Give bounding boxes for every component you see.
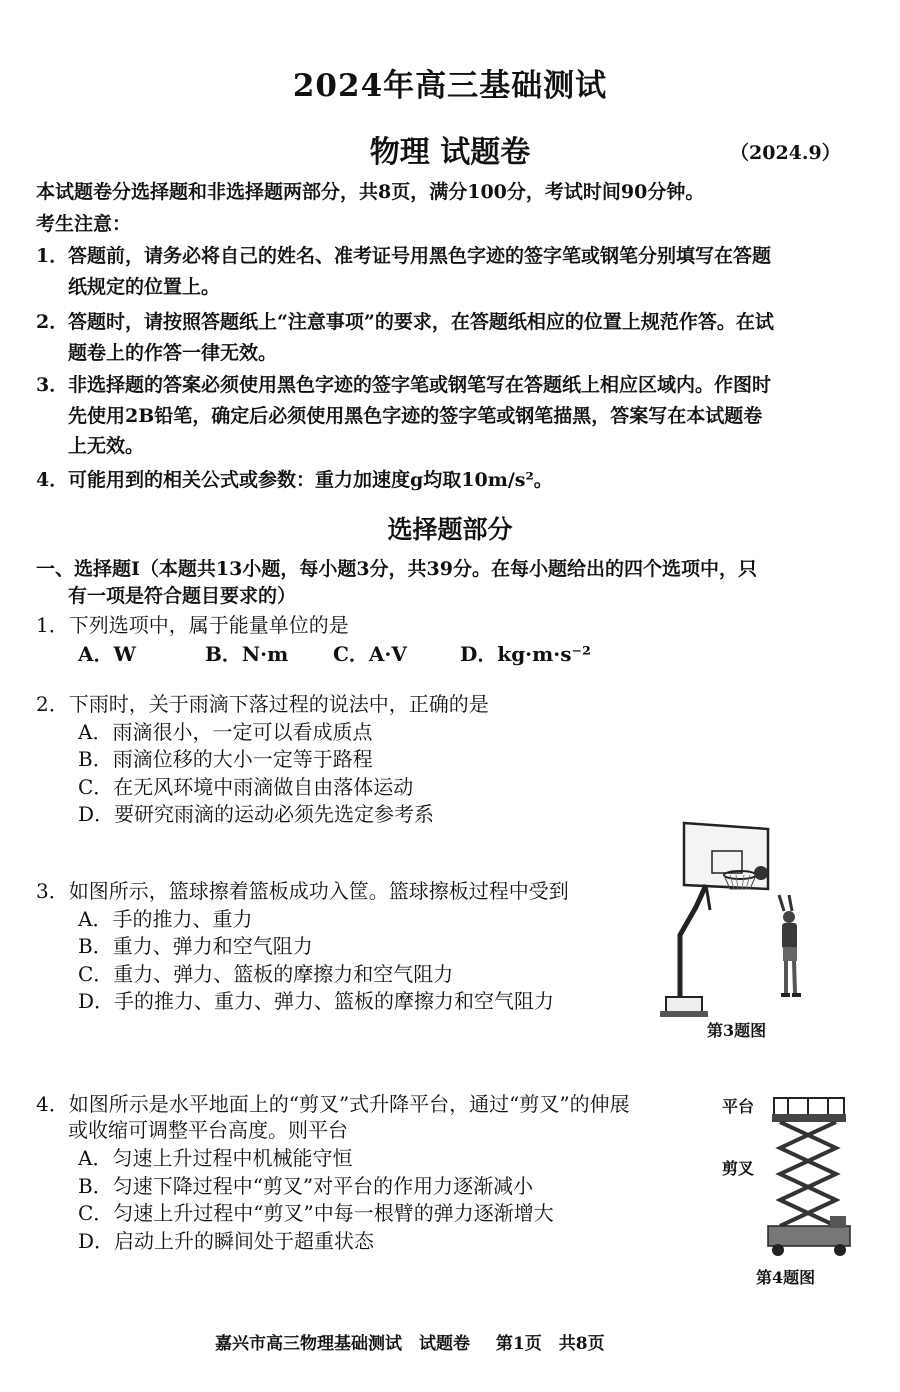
q4-label-platform: 平台 <box>722 1097 755 1116</box>
basketball-hoop-figure <box>650 815 830 1030</box>
notice-2-num: 2． <box>36 311 69 333</box>
exam-subtitle: 物理 试题卷 <box>369 135 531 170</box>
part-instructions-line1: 一、选择题Ⅰ（本题共13小题，每小题3分，共39分。在每小题给出的四个选项中，只 <box>36 558 757 580</box>
q4-option-a: A．匀速上升过程中机械能守恒 <box>78 1146 353 1170</box>
q4-option-c: C．匀速上升过程中“剪叉”中每一根臂的弹力逐渐增大 <box>78 1201 554 1225</box>
q2-option-b: B．雨滴位移的大小一定等于路程 <box>78 747 373 771</box>
notice-4-num: 4． <box>36 469 69 491</box>
q3-option-c: C．重力、弹力、篮板的摩擦力和空气阻力 <box>78 962 454 986</box>
notice-2-line2: 题卷上的作答一律无效。 <box>68 342 278 364</box>
q4-stem-line2: 或收缩可调整平台高度。则平台 <box>68 1118 348 1142</box>
intro-line: 本试题卷分选择题和非选择题两部分，共8页，满分100分，考试时间90分钟。 <box>36 181 705 203</box>
q3-figure-caption: 第3题图 <box>707 1021 767 1040</box>
section-title: 选择题部分 <box>387 515 513 544</box>
q1-option-d: D．kg·m·s⁻² <box>460 642 591 666</box>
q2-option-c: C．在无风环境中雨滴做自由落体运动 <box>78 775 414 799</box>
q1-option-c: C．A·V <box>333 642 407 666</box>
q2-option-a: A．雨滴很小，一定可以看成质点 <box>78 720 373 744</box>
scissor-lift-figure <box>758 1090 858 1265</box>
notice-1-line2: 纸规定的位置上。 <box>68 276 221 298</box>
q3-option-d: D．手的推力、重力、弹力、篮板的摩擦力和空气阻力 <box>78 989 555 1013</box>
part-instructions-line2: 有一项是符合题目要求的） <box>68 585 297 607</box>
notice-3-line3: 上无效。 <box>68 435 145 457</box>
notice-2-line1: 答题时，请按照答题纸上“注意事项”的要求，在答题纸相应的位置上规范作答。在试 <box>68 311 774 333</box>
q4-figure-caption: 第4题图 <box>756 1268 816 1287</box>
notice-3-line2: 先使用2B铅笔，确定后必须使用黑色字迹的签字笔或钢笔描黑，答案写在本试题卷 <box>68 405 763 427</box>
q4-option-b: B．匀速下降过程中“剪叉”对平台的作用力逐渐减小 <box>78 1174 534 1198</box>
q4-stem-line1: 4．如图所示是水平地面上的“剪叉”式升降平台，通过“剪叉”的伸展 <box>36 1092 630 1116</box>
scissor-arms <box>780 1122 836 1226</box>
q1-option-a: A．W <box>78 642 136 666</box>
notice-1-line1: 答题前，请务必将自己的姓名、准考证号用黑色字迹的签字笔或钢笔分别填写在答题 <box>68 245 772 267</box>
exam-title: 2024年高三基础测试 <box>292 68 608 104</box>
q4-label-scissor: 剪叉 <box>722 1159 755 1178</box>
q2-stem: 2．下雨时，关于雨滴下落过程的说法中，正确的是 <box>36 692 489 716</box>
player-figure <box>779 895 801 997</box>
notice-title: 考生注意： <box>36 213 132 235</box>
notice-3-num: 3． <box>36 374 69 396</box>
q2-option-d: D．要研究雨滴的运动必须先选定参考系 <box>78 802 435 826</box>
q3-stem: 3．如图所示，篮球擦着篮板成功入筐。篮球擦板过程中受到 <box>36 879 569 903</box>
basketball <box>754 866 768 880</box>
page-footer <box>215 1329 625 1354</box>
notice-4-line1: 可能用到的相关公式或参数：重力加速度g均取10m/s²。 <box>68 469 553 491</box>
q1-option-b: B．N·m <box>205 642 289 666</box>
q1-stem: 1．下列选项中，属于能量单位的是 <box>36 613 349 637</box>
q4-option-d: D．启动上升的瞬间处于超重状态 <box>78 1229 375 1253</box>
footer-exam-name: 嘉兴市高三物理基础测试 试题卷 <box>215 1334 470 1354</box>
notice-1-num: 1． <box>36 245 69 267</box>
exam-date: （2024.9） <box>730 142 841 164</box>
notice-3-line1: 非选择题的答案必须使用黑色字迹的签字笔或钢笔写在答题纸上相应区域内。作图时 <box>68 374 772 396</box>
q3-option-a: A．手的推力、重力 <box>78 907 253 931</box>
q3-option-b: B．重力、弹力和空气阻力 <box>78 934 313 958</box>
footer-page-number: 第1页 共8页 <box>495 1334 605 1354</box>
